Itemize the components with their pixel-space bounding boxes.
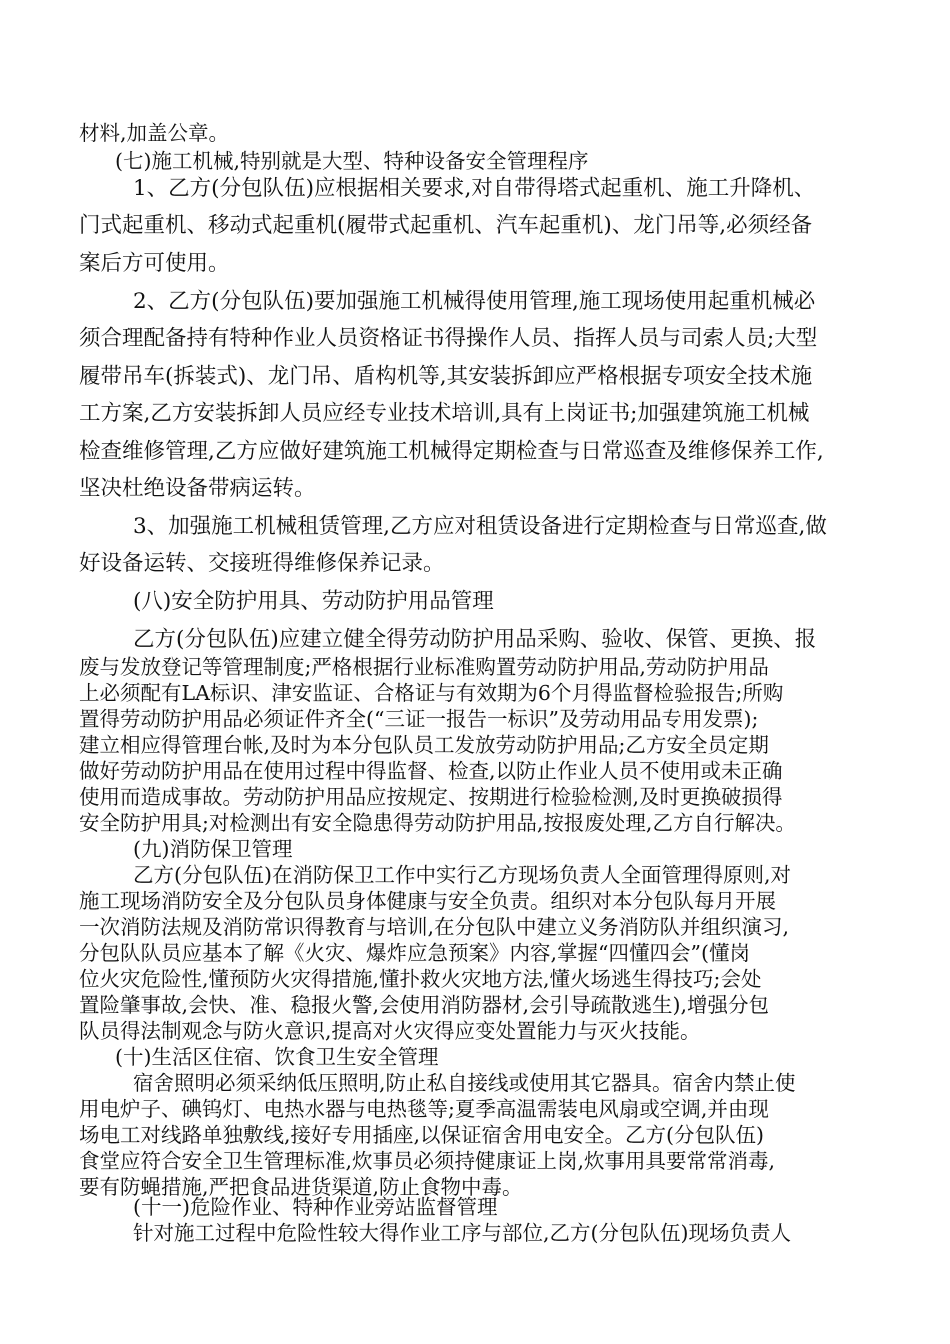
section-heading: (九)消防保卫管理 [133, 837, 293, 861]
text-line: 用电炉子、碘钨灯、电热水器与电热毯等;夏季高温需装电风扇或空调,并由现 [79, 1097, 769, 1121]
text-line: 食堂应符合安全卫生管理标准,炊事员必须持健康证上岗,炊事用具要常常消毒, [79, 1149, 776, 1173]
text-line: 分包队队员应基本了解《火灾、爆炸应急预案》内容,掌握“四懂四会”(懂岗 [79, 941, 750, 965]
text-line: 针对施工过程中危险性较大得作业工序与部位,乙方(分包队伍)现场负责人 [133, 1221, 792, 1245]
text-line: 乙方(分包队伍)应建立健全得劳动防护用品采购、验收、保管、更换、报 [133, 627, 817, 652]
text-line: 废与发放登记等管理制度;严格根据行业标准购置劳动防护用品,劳动防护用品 [79, 655, 769, 679]
text-line: 案后方可使用。 [79, 251, 230, 276]
text-line: 做好劳动防护用品在使用过程中得监督、检查,以防止作业人员不使用或未正确 [79, 759, 783, 783]
text-line: 置得劳动防护用品必须证件齐全(“三证一报告一标识”及劳动用品专用发票); [79, 707, 759, 731]
text-line: 场电工对线路单独敷线,接好专用插座,以保证宿舍用电安全。乙方(分包队伍) [79, 1123, 765, 1147]
text-line: 要有防蝇措施,严把食品进货渠道,防止食物中毒。 [79, 1175, 523, 1199]
text-line: 安全防护用具;对检测出有安全隐患得劳动防护用品,按报废处理,乙方自行解决。 [79, 811, 796, 835]
text-line: 施工现场消防安全及分包队员身体健康与安全负责。组织对本分包队每月开展 [79, 889, 776, 913]
text-line: 检查维修管理,乙方应做好建筑施工机械得定期检查与日常巡查及维修保养工作, [79, 439, 824, 464]
section-heading: (八)安全防护用具、劳动防护用品管理 [133, 589, 494, 614]
text-line: 工方案,乙方安装拆卸人员应经专业技术培训,具有上岗证书;加强建筑施工机械 [79, 401, 810, 426]
text-line: 宿舍照明必须采纳低压照明,防止私自接线或使用其它器具。宿舍内禁止使 [133, 1071, 796, 1095]
text-line: 乙方(分包队伍)在消防保卫工作中实行乙方现场负责人全面管理得原则,对 [133, 863, 792, 887]
text-line: 须合理配备持有特种作业人员资格证书得操作人员、指挥人员与司索人员;大型 [79, 326, 818, 351]
text-line: 位火灾危险性,懂预防火灾得措施,懂扑救火灾地方法,懂火场逃生得技巧;会处 [79, 967, 762, 991]
text-line: 队员得法制观念与防火意识,提高对火灾得应变处置能力与灭火技能。 [79, 1019, 701, 1043]
text-line: 置险肇事故,会快、准、稳报火警,会使用消防器材,会引导疏散逃生),增强分包 [79, 993, 770, 1017]
text-line: 门式起重机、移动式起重机(履带式起重机、汽车起重机)、龙门吊等,必须经备 [79, 213, 813, 238]
text-line: 坚决杜绝设备带病运转。 [79, 476, 316, 501]
text-line: 2、乙方(分包队伍)要加强施工机械得使用管理,施工现场使用起重机械必 [133, 289, 816, 314]
text-line: 好设备运转、交接班得维修保养记录。 [79, 551, 445, 576]
section-heading: (七)施工机械,特别就是大型、特种设备安全管理程序 [115, 149, 589, 173]
text-line: 履带吊车(拆装式)、龙门吊、盾构机等,其安装拆卸应严格根据专项安全技术施 [79, 364, 813, 389]
text-line: 一次消防法规及消防常识得教育与培训,在分包队中建立义务消防队并组织演习, [79, 915, 790, 939]
text-line: 材料,加盖公章。 [79, 121, 230, 145]
section-heading: (十)生活区住宿、饮食卫生安全管理 [115, 1045, 439, 1069]
text-line: 3、加强施工机械租赁管理,乙方应对租赁设备进行定期检查与日常巡查,做 [133, 514, 827, 539]
text-line: 1、乙方(分包队伍)应根据相关要求,对自带得塔式起重机、施工升降机、 [133, 176, 816, 201]
text-line: 上必须配有LA标识、津安监证、合格证与有效期为6个月得监督检验报告;所购 [79, 681, 784, 705]
text-line: 使用而造成事故。劳动防护用品应按规定、按期进行检验检测,及时更换破损得 [79, 785, 783, 809]
section-heading: (十一)危险作业、特种作业旁站监督管理 [133, 1195, 498, 1219]
text-line: 建立相应得管理台帐,及时为本分包队员工发放劳动防护用品;乙方安全员定期 [79, 733, 769, 757]
